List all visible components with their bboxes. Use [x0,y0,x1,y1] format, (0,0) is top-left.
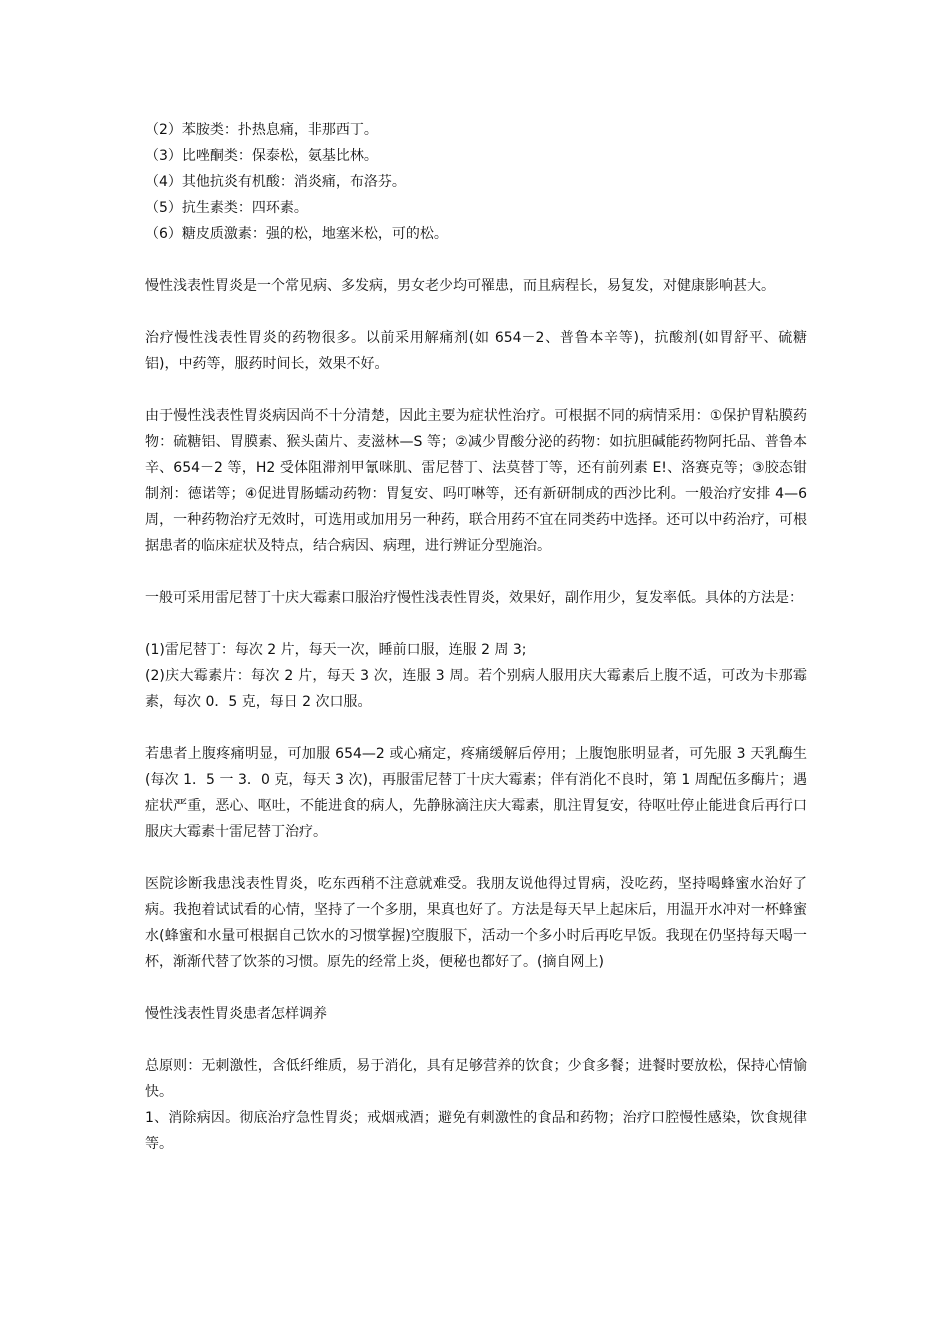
method-step-2: (2)庆大霉素片：每次 2 片，每天 3 次，连服 3 周。若个别病人服用庆大霉素后上腹不适，可改为卡那霉素，每次 0．5 克，每日 2 次口服。 [145,668,807,710]
document-body [145,117,807,1157]
pain-treatment-paragraph: 若患者上腹疼痛明显，可加服 654—2 或心痛定，疼痛缓解后停用；上腹饱胀明显者，可先服 3 天乳酶生(每次 1．5 一 3．0 克，每天 3 次)，再服雷尼替丁十庆大霉素；伴有消化不良时，第 1 周配伍多酶片；遇症状严重，恶心、呕吐，不能进食的病人，先静脉滴注庆大霉素，肌注胃复安，待呕吐停止能进食后再行口服庆大霉素十雷尼替丁治疗。 [145,746,807,840]
care-heading: 慢性浅表性胃炎患者怎样调养 [145,1006,327,1022]
intro-paragraph: 慢性浅表性胃炎是一个常见病、多发病，男女老少均可罹患，而且病程长，易复发，对健康影响甚大。 [145,278,775,294]
principle-paragraph: 总原则：无刺激性，含低纤维质，易于消化，具有足够营养的饮食；少食多餐；进餐时要放松，保持心情愉快。 [145,1058,807,1100]
drug-list-item: （3）比唑酮类：保泰松，氨基比林。 [145,148,378,164]
drug-list-item: （5）抗生素类：四环素。 [145,200,308,216]
method-step-1: (1)雷尼替丁：每次 2 片，每天一次，睡前口服，连服 2 周 3; [145,642,527,658]
honey-story-paragraph: 医院诊断我患浅表性胃炎，吃东西稍不注意就难受。我朋友说他得过胃病，没吃药，坚持喝蜂蜜水治好了病。我抱着试试看的心情，坚持了一个多朋，果真也好了。方法是每天早上起床后，用温开水冲对一杯蜂蜜水(蜂蜜和水量可根据自己饮水的习惯掌握)空腹服下，活动一个多小时后再吃早饭。我现在仍坚持每天喝一杯，渐渐代替了饮茶的习惯。原先的经常上炎，便秘也都好了。(摘自网上) [145,876,807,970]
drug-list-item: （4）其他抗炎有机酸：消炎痛，布洛芬。 [145,174,406,190]
symptomatic-treatment-paragraph: 由于慢性浅表性胃炎病因尚不十分清楚，因此主要为症状性治疗。可根据不同的病情采用：①保护胃粘膜药物：硫糖铝、胃膜素、猴头菌片、麦滋林—S 等；②减少胃酸分泌的药物：如抗胆碱能药物阿托品、普鲁本辛、654－2 等，H2 受体阻滞剂甲氰咪肌、雷尼替丁、法莫替丁等，还有前列素 E!、洛赛克等；③胶态钳制剂：德诺等；④促进胃肠蠕动药物：胃复安、吗叮啉等，还有新研制成的西沙比利。一般治疗安排 4—6 周，一种药物治疗无效时，可选用或加用另一种药，联合用药不宜在同类药中选择。还可以中药治疗，可根据患者的临床症状及特点，结合病因、病理，进行辨证分型施治。 [145,408,807,554]
cause-elimination-paragraph: 1、消除病因。彻底治疗急性胃炎；戒烟戒酒；避免有刺激性的食品和药物；治疗口腔慢性感染，饮食规律等。 [145,1110,807,1152]
drug-list-item: （2）苯胺类：扑热息痛，非那西丁。 [145,122,378,138]
drug-list [145,117,807,247]
old-drugs-paragraph: 治疗慢性浅表性胃炎的药物很多。以前采用解痛剂(如 654－2、普鲁本辛等)，抗酸剂(如胃舒平、硫糖铝)，中药等，服药时间长，效果不好。 [145,330,807,372]
drug-list-item: （6）糖皮质激素：强的松，地塞米松，可的松。 [145,226,448,242]
method-intro-paragraph: 一般可采用雷尼替丁十庆大霉素口服治疗慢性浅表性胃炎，效果好，副作用少，复发率低。具体的方法是： [145,590,803,606]
